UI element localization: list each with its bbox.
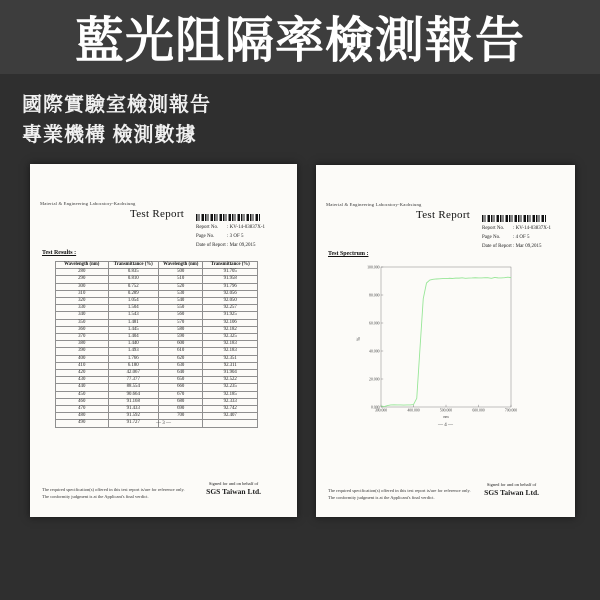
table-row [56,413,258,420]
table-cell: 42.067 [108,370,159,377]
table-cell: 92.106 [203,319,258,326]
barcode [196,214,260,221]
table-row [56,283,258,290]
table-row [56,290,258,297]
table-cell: 91.168 [108,398,159,405]
table-cell: 420 [56,370,109,377]
table-cell: 610 [159,348,203,355]
table-cell: 540 [159,298,203,305]
chart-plot-frame [381,267,511,407]
table-cell: 92.333 [203,398,258,405]
table-cell: 1.445 [108,326,159,333]
table-cell: 280 [56,269,109,276]
page-no-row [196,232,265,241]
svg-text:500.000: 500.000 [439,408,453,413]
table-cell: 440 [56,384,109,391]
table-cell: 92.311 [203,362,258,369]
chart-axis-labels [367,265,517,412]
table-row [56,305,258,312]
table-cell: 450 [56,391,109,398]
table-cell: 640 [159,370,203,377]
table-row [56,276,258,283]
svg-text:80.000: 80.000 [369,293,380,298]
table-row [56,334,258,341]
table-row [56,355,258,362]
table-row [56,319,258,326]
report-no-row [196,223,265,232]
svg-text:20.000: 20.000 [369,377,380,382]
title-banner [0,0,600,74]
table-cell: 500 [159,269,203,276]
table-cell: 91.705 [203,269,258,276]
table-header-cell: Wavelength (nm) [56,262,109,269]
table-cell: 92.235 [203,384,258,391]
table-cell: 410 [56,362,109,369]
subtitle-line-1: 國際實驗室檢測報告 [22,94,211,116]
table-cell: 1.404 [108,334,159,341]
table-cell: 310 [56,290,109,297]
table-cell: 92.522 [203,377,258,384]
signature-block [484,482,539,497]
table-row [56,391,258,398]
table-cell: 91.433 [108,406,159,413]
svg-text:0.000: 0.000 [370,405,380,410]
svg-text:600.000: 600.000 [472,408,485,413]
disclaimer-line-1: The required specification(s) offered in this test report is/are for reference only. [328,488,471,493]
table-cell: 92.185 [203,391,258,398]
lab-name: Material & Engineering Laboratory-Kaohsiung [40,201,136,206]
table-cell: 550 [159,305,203,312]
table-row [56,269,258,276]
svg-text:300.000: 300.000 [374,408,388,413]
table-cell: 92.351 [203,355,258,362]
chart-y-axis-label: % [357,336,362,342]
table-row [56,298,258,305]
disclaimer [328,487,471,501]
table-cell: 320 [56,298,109,305]
table-cell: 91.958 [203,276,258,283]
report-info [196,223,265,250]
table-cell: 490 [56,420,109,427]
table-row [56,377,258,384]
signed-for-text: Signed for and on behalf of [486,482,537,487]
disclaimer-line-2: The conformity judgment is at the Applicant's final verdict. [42,494,149,499]
table-cell: 660 [159,384,203,391]
page-no-label: Page No. [482,235,501,240]
date-row [196,241,265,250]
table-row [56,312,258,319]
table-cell: 290 [56,276,109,283]
table-cell: 88.554 [108,384,159,391]
table-header-row [56,262,258,269]
page-no-value: : 3 OF 5 [227,234,244,239]
table-cell: 91.592 [108,413,159,420]
date-value: : Mar 09,2015 [513,244,542,249]
date-label: Date of Report [482,244,512,249]
report-no-row [482,224,551,233]
table-cell: 92.056 [203,290,258,297]
lab-name: Material & Engineering Laboratory-Kaohsiung [326,202,422,207]
table-cell: 91.727 [108,420,159,427]
page-no-value: : 4 OF 5 [513,235,530,240]
table-cell: 330 [56,305,109,312]
doc-title: Test Report [130,208,185,220]
table-cell: 690 [159,406,203,413]
table-cell: 300 [56,283,109,290]
table-cell: 370 [56,334,109,341]
table-cell: 430 [56,377,109,384]
table-cell: 92.407 [203,413,258,420]
table-cell: 1.054 [108,298,159,305]
table-cell: 1.481 [108,319,159,326]
table-cell: 380 [56,341,109,348]
table-cell: 92.183 [203,348,258,355]
table-cell: 560 [159,312,203,319]
table-row [56,362,258,369]
table-cell: 700 [159,413,203,420]
table-header-cell: Wavelength (nm) [159,262,203,269]
table-cell: 91.796 [203,283,258,290]
page-no-label: Page No. [196,234,215,239]
table-cell: 670 [159,391,203,398]
table-cell: 1.543 [108,312,159,319]
disclaimer-line-1: The required specification(s) offered in this test report is/are for reference only. [42,487,185,492]
report-no-label: Report No. [196,225,219,230]
results-table [55,261,258,428]
company-name: SGS Taiwan Ltd. [484,488,539,497]
chart-axis-ticks [381,267,511,407]
report-no-value: : KV-14-03837X-1 [227,225,266,230]
table-cell: 580 [159,326,203,333]
table-cell: 0.835 [108,269,159,276]
table-cell: 530 [159,290,203,297]
results-table-body [56,269,258,427]
table-cell: 510 [159,276,203,283]
table-cell: 92.183 [203,341,258,348]
table-cell: 90.664 [108,391,159,398]
table-cell: 92.742 [203,406,258,413]
table-cell: 0.810 [108,276,159,283]
table-cell: 1.504 [108,305,159,312]
table-cell: 460 [56,398,109,405]
table-cell: 680 [159,398,203,405]
table-cell: 360 [56,326,109,333]
table-cell: 650 [159,377,203,384]
table-row [56,384,258,391]
report-page-results [30,164,297,517]
table-cell: 400 [56,355,109,362]
report-info [482,224,551,251]
table-cell: 1.440 [108,341,159,348]
page-number-marker: — 4 — [438,423,453,428]
table-cell: 630 [159,362,203,369]
table-row [56,326,258,333]
table-row [56,370,258,377]
report-no-value: : KV-14-03837X-1 [513,226,552,231]
table-cell: 590 [159,334,203,341]
table-row [56,406,258,413]
svg-text:60.000: 60.000 [369,321,380,326]
table-cell: 92.182 [203,326,258,333]
chart-x-axis-label: nm [443,414,449,419]
section-label-spectrum: Test Spectrum : [328,251,369,257]
report-page-spectrum [316,165,575,517]
doc-title: Test Report [416,209,471,221]
page-no-row [482,233,551,242]
table-cell: 570 [159,319,203,326]
svg-text:40.000: 40.000 [369,349,380,354]
date-label: Date of Report [196,243,226,248]
svg-text:100.000: 100.000 [367,265,380,270]
date-row [482,242,551,251]
report-no-label: Report No. [482,226,505,231]
table-row [56,348,258,355]
disclaimer-line-2: The conformity judgment is at the Applicant's final verdict. [328,495,435,500]
table-cell: 91.904 [203,370,258,377]
table-cell: 340 [56,312,109,319]
svg-text:400.000: 400.000 [407,408,420,413]
table-cell: 0.752 [108,283,159,290]
table-cell: 1.766 [108,355,159,362]
table-cell: 0.289 [108,290,159,297]
table-cell: 92.050 [203,298,258,305]
table-cell: 390 [56,348,109,355]
table-cell: 6.180 [108,362,159,369]
table-cell: 470 [56,406,109,413]
spectrum-curve [381,277,511,406]
table-cell: 92.325 [203,334,258,341]
subtitle-line-2: 專業機構 檢測數據 [22,124,197,146]
spectrum-chart [346,260,546,425]
table-header-cell: Transmittance (%) [108,262,159,269]
table-cell: 520 [159,283,203,290]
date-value: : Mar 09,2015 [227,243,256,248]
table-row [56,398,258,405]
svg-text:700.000: 700.000 [504,408,518,413]
signed-for-text: Signed for and on behalf of [208,481,259,486]
table-cell: 92.257 [203,305,258,312]
table-row [56,341,258,348]
table-cell: 600 [159,341,203,348]
table-cell: 77.377 [108,377,159,384]
disclaimer [42,486,185,500]
table-cell: 350 [56,319,109,326]
table-cell: 480 [56,413,109,420]
company-name: SGS Taiwan Ltd. [206,487,261,496]
page-number-marker: — 3 — [156,421,171,426]
subtitle-block [22,90,211,150]
table-cell: 1.493 [108,348,159,355]
section-label-results: Test Results : [42,250,77,256]
table-header-cell: Transmittance (%) [203,262,258,269]
signature-block [206,481,261,496]
table-cell: 91.925 [203,312,258,319]
page-title: 藍光阻隔率檢測報告 [74,14,525,68]
table-cell: 620 [159,355,203,362]
barcode [482,215,546,222]
